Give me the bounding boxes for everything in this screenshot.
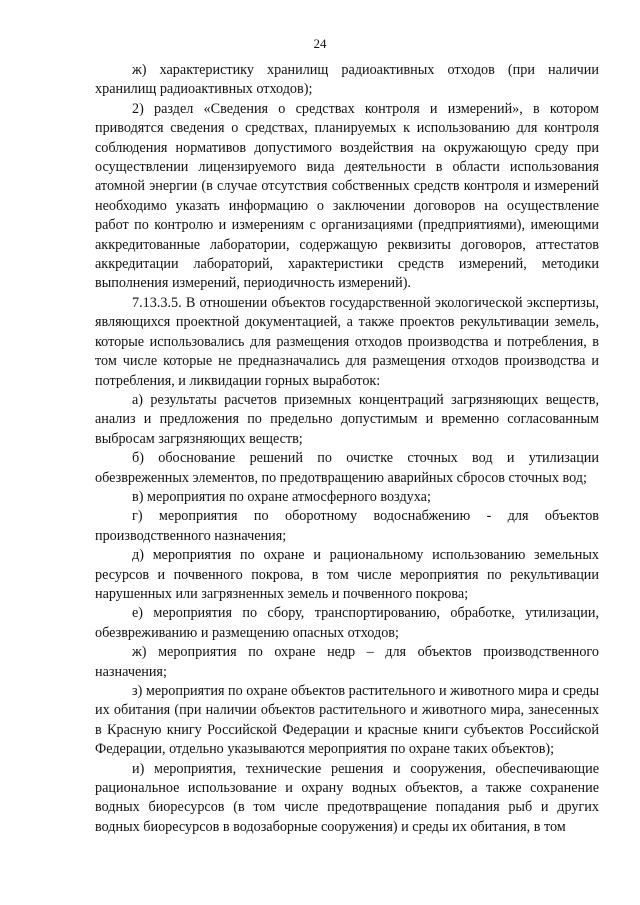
list-item-b: б) обоснование решений по очистке сточных вод и утилизации обезвреженных элементов, по предотвращению аварийных сбросов сточных вод; [95, 450, 599, 486]
page-number: 24 [313, 36, 327, 51]
list-item-z: з) мероприятия по охране объектов растительного и животного мира и среды их обитания (при наличии объектов растительного и животного мира, занесенных в Красную книгу Российской Федерации и красные книги субъектов Российской Федерации, отдельно указываются мероприятия по охране таких объектов); [95, 683, 599, 758]
paragraph-zh-storage: ж) характеристику хранилищ радиоактивных отходов (при наличии хранилищ радиоактивных отходов); [95, 62, 599, 98]
paragraph-2-monitoring-section: 2) раздел «Сведения о средствах контроля и измерений», в котором приводятся сведения о средствах, планируемых к использованию для контроля соблюдения нормативов допустимого воздействия на окружающую среду при осуществлении лицензируемого вида деятельности в области использования атомной энергии (в случае отсутствия собственных средств контроля и измерений необходимо указать информацию о заключении договоров на осуществление работ по контролю и измерениям с организациями (предприятиями), имеющими аккредитованные лаборатории, содержащую реквизиты договоров, аттестатов аккредитации лабораторий, характеристики средств измерений, методики выполнения измерений, периодичность измерений). [95, 100, 599, 292]
list-item-g: г) мероприятия по оборотному водоснабжению - для объектов производственного назначения; [95, 508, 599, 544]
paragraph-7-13-3-5: 7.13.3.5. В отношении объектов государственной экологической экспертизы, являющихся проектной документацией, а также проектов рекультивации земель, которые использовались для размещения отходов производства и потребления, в том числе которые не предназначались для размещения отходов производства и потребления, и ликвидации горных выработок: [95, 294, 599, 389]
list-item-a: а) результаты расчетов приземных концентраций загрязняющих веществ, анализ и предложения по предельно допустимым и временно согласованным выбросам загрязняющих веществ; [95, 391, 599, 447]
document-body [95, 61, 599, 837]
list-item-i: и) мероприятия, технические решения и сооружения, обеспечивающие рациональное использование и охрану водных объектов, а также сохранение водных биоресурсов (в том числе предотвращение попадания рыб и других водных биоресурсов в водозаборные сооружения) и среды их обитания, в том [95, 760, 599, 835]
list-item-d: д) мероприятия по охране и рациональному использованию земельных ресурсов и почвенного покрова, в том числе мероприятия по рекультивации нарушенных или загрязненных земель и почвенного покрова; [95, 547, 599, 602]
list-item-v: в) мероприятия по охране атмосферного воздуха; [132, 488, 431, 505]
list-item-e: е) мероприятия по сбору, транспортированию, обработке, утилизации, обезвреживанию и размещению опасных отходов; [95, 605, 599, 641]
list-item-zh: ж) мероприятия по охране недр – для объектов производственного назначения; [95, 644, 599, 680]
